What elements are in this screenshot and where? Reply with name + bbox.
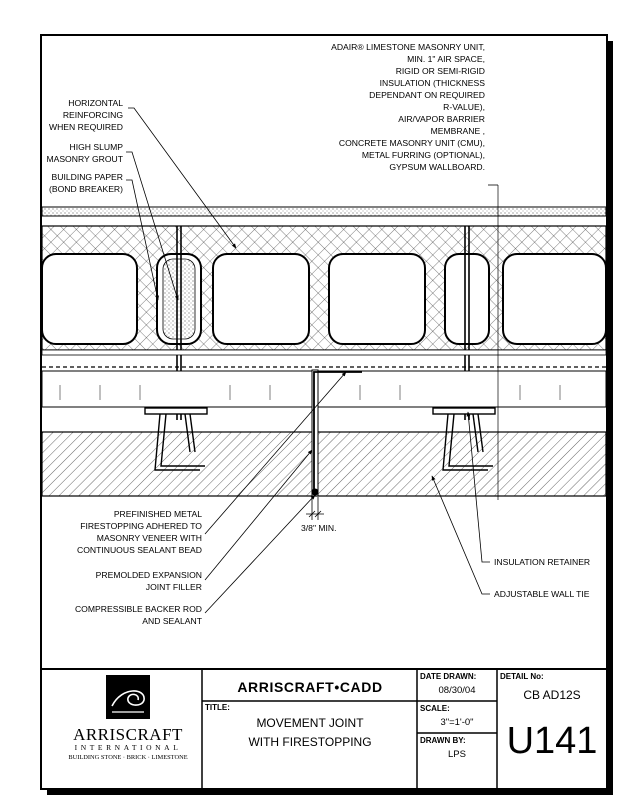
cmu-cell [213,254,309,344]
svg-text:MEMBRANE ,: MEMBRANE , [430,126,485,136]
svg-text:INSULATION (THICKNESS: INSULATION (THICKNESS [379,78,485,88]
svg-text:ADAIR® LIMESTONE MASONRY UNIT,: ADAIR® LIMESTONE MASONRY UNIT, [331,42,485,52]
svg-text:MIN. 1" AIR SPACE,: MIN. 1" AIR SPACE, [407,54,485,64]
svg-text:R-VALUE),: R-VALUE), [443,102,485,112]
detail-number: U141 [506,720,598,762]
date-label: DATE DRAWN: [420,672,477,681]
backer-rod [312,489,319,496]
svg-text:HORIZONTAL: HORIZONTAL [68,98,123,108]
svg-text:RIGID OR SEMI-RIGID: RIGID OR SEMI-RIGID [395,66,485,76]
logo-sub: INTERNATIONAL [74,743,182,752]
svg-text:JOINT FILLER: JOINT FILLER [145,582,202,592]
limestone-masonry-unit [42,432,606,496]
callout-adjustable-wall-tie: ADJUSTABLE WALL TIE [494,589,590,599]
cmu-cell [503,254,606,344]
svg-text:CONCRETE MASONRY UNIT (CMU),: CONCRETE MASONRY UNIT (CMU), [338,138,485,148]
svg-text:PREMOLDED EXPANSION: PREMOLDED EXPANSION [95,570,202,580]
svg-text:REINFORCING: REINFORCING [62,110,123,120]
svg-text:AIR/VAPOR BARRIER: AIR/VAPOR BARRIER [398,114,485,124]
svg-text:AND SEALANT: AND SEALANT [142,616,202,626]
scale-label: SCALE: [420,704,450,713]
movement-joint-gap [312,370,318,496]
svg-text:PREFINISHED METAL: PREFINISHED METAL [113,509,202,519]
svg-text:COMPRESSIBLE BACKER ROD: COMPRESSIBLE BACKER ROD [74,604,202,614]
svg-text:BUILDING PAPER: BUILDING PAPER [51,172,123,182]
svg-text:DEPENDANT ON REQUIRED: DEPENDANT ON REQUIRED [369,90,485,100]
svg-text:GYPSUM WALLBOARD.: GYPSUM WALLBOARD. [389,162,485,172]
air-vapor-barrier [42,350,606,355]
scale-value: 3"=1'-0" [440,717,474,728]
detail-label: DETAIL No: [500,672,544,681]
rigid-insulation [42,371,606,407]
logo-name: ARRISCRAFT [73,725,183,744]
drawn-by-label: DRAWN BY: [420,736,466,745]
cmu-cell [445,254,489,344]
title-label: TITLE: [205,703,230,712]
logo-tagline: BUILDING STONE · BRICK · LIMESTONE [68,754,188,761]
svg-text:CONTINUOUS SEALANT BEAD: CONTINUOUS SEALANT BEAD [77,545,202,555]
title-line-1: MOVEMENT JOINT [256,716,364,730]
brand-name: ARRISCRAFT•CADD [237,679,383,695]
detail-code: CB AD12S [523,688,581,702]
svg-text:MASONRY GROUT: MASONRY GROUT [46,154,123,164]
date-value: 08/30/04 [438,685,476,696]
gypsum-wallboard [42,207,606,216]
svg-text:FIRESTOPPING ADHERED TO: FIRESTOPPING ADHERED TO [80,521,202,531]
callout-insulation-retainer: INSULATION RETAINER [494,557,591,567]
svg-text:WHEN REQUIRED: WHEN REQUIRED [48,122,123,132]
cmu-cell [42,254,137,344]
svg-text:METAL FURRING (OPTIONAL),: METAL FURRING (OPTIONAL), [361,150,485,160]
cmu-cell [329,254,425,344]
grouted-cell [163,259,195,339]
title-line-2: WITH FIRESTOPPING [248,735,372,749]
svg-text:HIGH SLUMP: HIGH SLUMP [69,142,123,152]
svg-text:(BOND BREAKER): (BOND BREAKER) [48,184,123,194]
dimension-label: 3/8" MIN. [301,523,337,533]
drawn-by-value: LPS [448,749,466,760]
svg-text:MASONRY VENEER WITH: MASONRY VENEER WITH [96,533,202,543]
